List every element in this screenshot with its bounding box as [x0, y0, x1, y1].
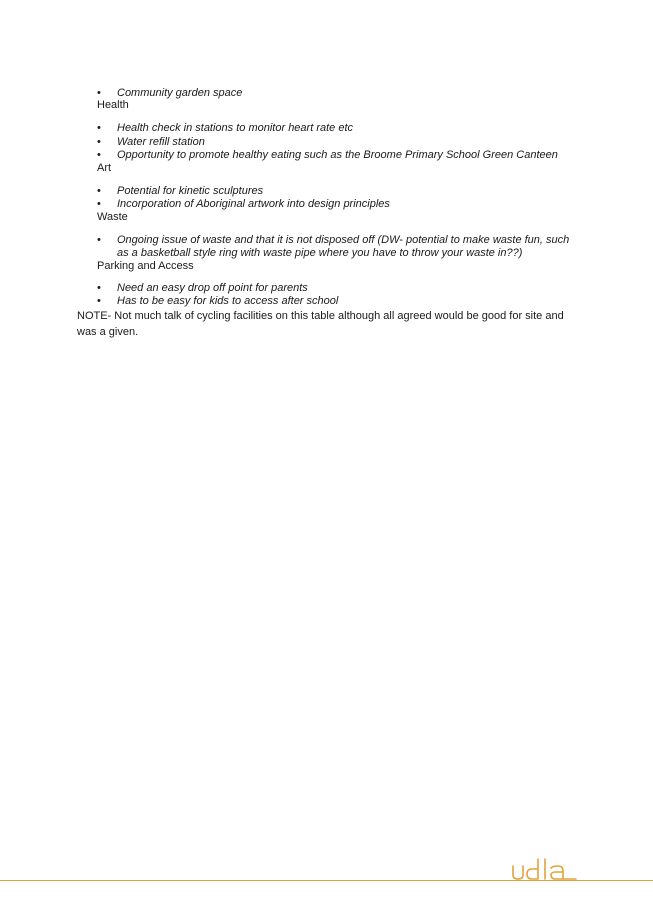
list-item-text: Water refill station	[117, 136, 205, 148]
list-item-text: as a basketball style ring with waste pipe where you have to throw your waste in??)	[117, 247, 523, 259]
bullet-symbol: •	[97, 234, 101, 246]
bullet-symbol: •	[97, 136, 101, 148]
list-item-text: Need an easy drop off point for parents	[117, 282, 308, 294]
list-item-text: Health check in stations to monitor heart rate etc	[117, 122, 354, 134]
section-heading-art: Art	[97, 162, 112, 174]
list-item-text: Opportunity to promote healthy eating such as the Broome Primary School Green Canteen	[117, 149, 558, 161]
bullet-symbol: •	[97, 198, 101, 210]
list-item-text: Ongoing issue of waste and that it is not disposed off (DW- potential to make waste fun, such	[117, 234, 570, 246]
list-item-text: Community garden space	[117, 87, 243, 99]
list-item-text: Potential for kinetic sculptures	[117, 185, 264, 197]
bullet-symbol: •	[97, 122, 101, 134]
list-item-text: Has to be easy for kids to access after school	[117, 295, 339, 307]
bullet-symbol: •	[97, 282, 101, 294]
section-heading-health: Health	[97, 99, 129, 111]
list-item-text: Incorporation of Aboriginal artwork into design principles	[117, 198, 390, 210]
bullet-symbol: •	[97, 149, 101, 161]
bullet-symbol: •	[97, 295, 101, 307]
section-heading-parking: Parking and Access	[97, 260, 194, 272]
bullet-symbol: •	[97, 87, 101, 99]
bullet-symbol: •	[97, 185, 101, 197]
udla-logo	[510, 856, 578, 882]
note-paragraph: NOTE- Not much talk of cycling facilities on this table although all agreed would be good for site and was a given.	[77, 310, 564, 338]
section-heading-waste: Waste	[97, 211, 128, 223]
